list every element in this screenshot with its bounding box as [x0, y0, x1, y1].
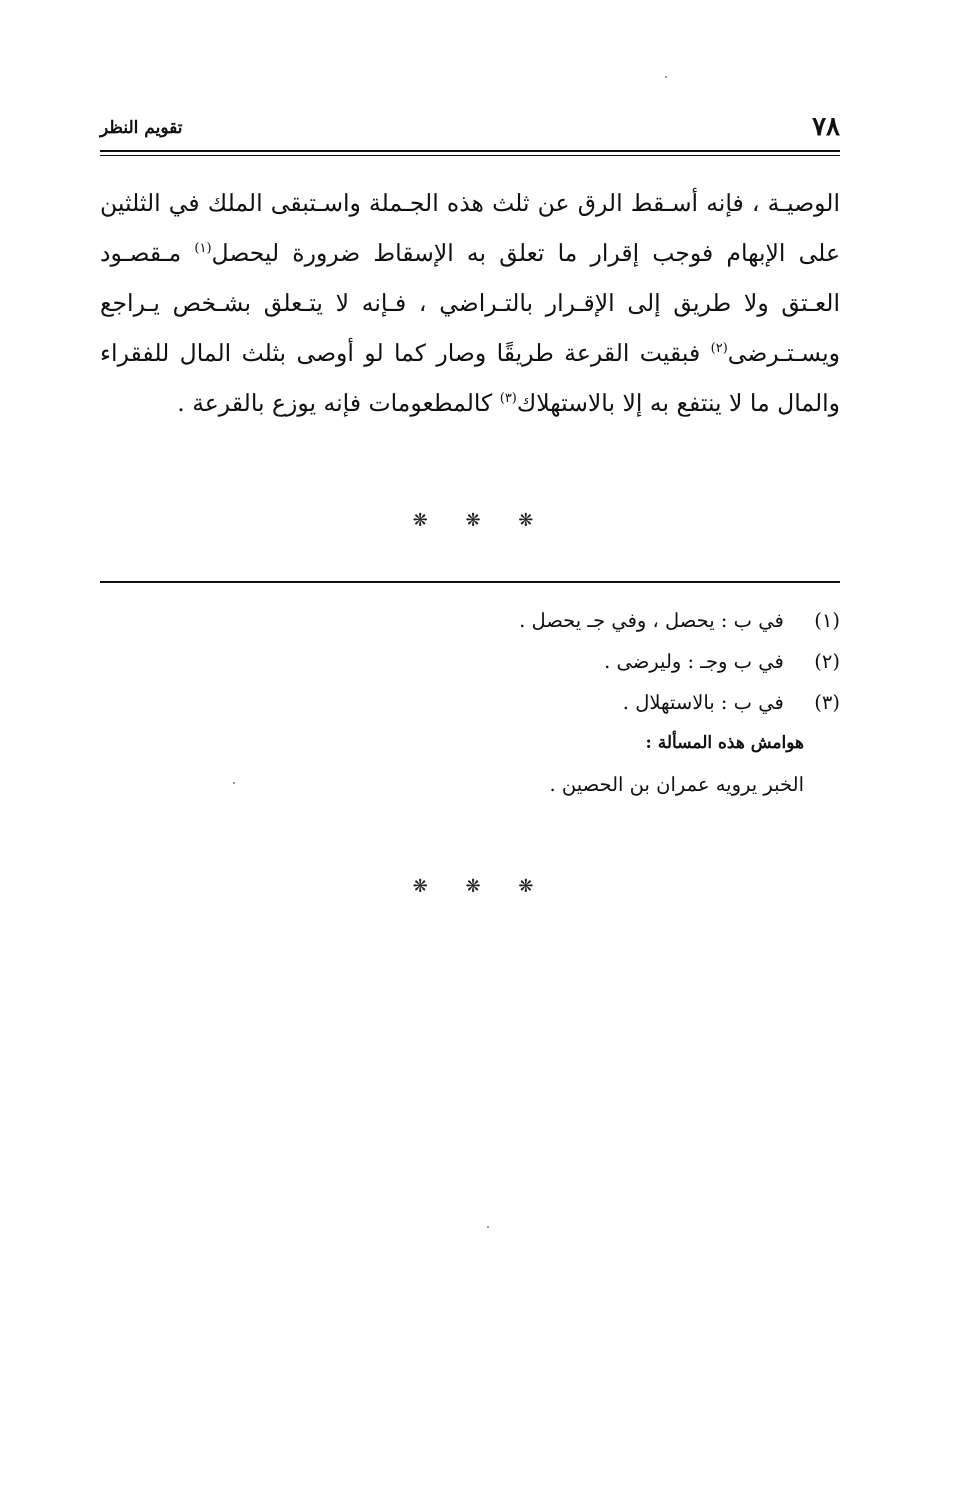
text-run: ويسـتـرضى: [727, 339, 840, 367]
header-rule-thin: [100, 155, 840, 156]
section-separator: ❋ ❋ ❋: [412, 510, 550, 531]
footnote-mark-2[interactable]: (٢): [710, 341, 728, 357]
scan-speck: [233, 782, 235, 784]
footnote-text: في ب : يحصل ، وفي جـ يحصل .: [519, 609, 784, 632]
section-separator-end: ❋ ❋ ❋: [412, 876, 550, 897]
text-run: على الإبهام فوجب إقرار ما تعلق به الإسقاط ضرورة ليحصل: [211, 239, 840, 267]
text-run: والمال ما لا ينتفع به إلا بالاستهلاك: [516, 389, 840, 417]
footnote-rule: [100, 581, 840, 583]
text-run: الوصيـة ، فإنه أسـقط الرق عن ثلث هذه الجـملة واسـتبقى الملك في الثلثين: [100, 189, 840, 217]
text-run: العـتق ولا طريق إلى الإقـرار بالتـراضي ، فـإنه لا يتـعلق بشـخص يـراجع: [100, 289, 840, 317]
scan-speck: [665, 76, 667, 78]
footnote-number: (٢): [814, 650, 840, 673]
text-run: كالمطعومات فإنه يوزع بالقرعة .: [177, 389, 493, 417]
footnote-text: في ب وجـ : وليرضى .: [604, 650, 784, 673]
header-rule-thick: [100, 150, 840, 152]
running-title: تقويم النظر: [100, 118, 183, 138]
text-line-1: [100, 178, 840, 228]
text-line-4: [100, 328, 840, 378]
footnote-mark-3[interactable]: (٣): [499, 391, 517, 407]
notes-text: الخبر يرويه عمران بن الحصين .: [549, 773, 804, 796]
notes-heading: هوامش هذه المسألة :: [645, 733, 804, 753]
footnote-2: [100, 641, 840, 682]
footnotes: [100, 600, 840, 805]
footnote-1: [100, 600, 840, 641]
scan-speck: [487, 1226, 489, 1228]
main-text: [100, 178, 840, 428]
page-number: ٧٨: [812, 112, 840, 142]
footnote-text: في ب : بالاستهلال .: [622, 691, 784, 714]
text-line-5: [100, 378, 840, 428]
text-line-2: [100, 228, 840, 278]
text-run: مـقصـود: [100, 239, 182, 267]
footnote-3: [100, 682, 840, 723]
footnote-mark-1[interactable]: (١): [194, 241, 212, 257]
footnote-number: (٣): [814, 691, 840, 714]
footnote-number: (١): [814, 609, 840, 632]
text-run: فبقيت القرعة طريقًا وصار كما لو أوصى بثلث المال للفقراء: [100, 339, 701, 367]
page-header: [100, 112, 840, 148]
text-line-3: [100, 278, 840, 328]
